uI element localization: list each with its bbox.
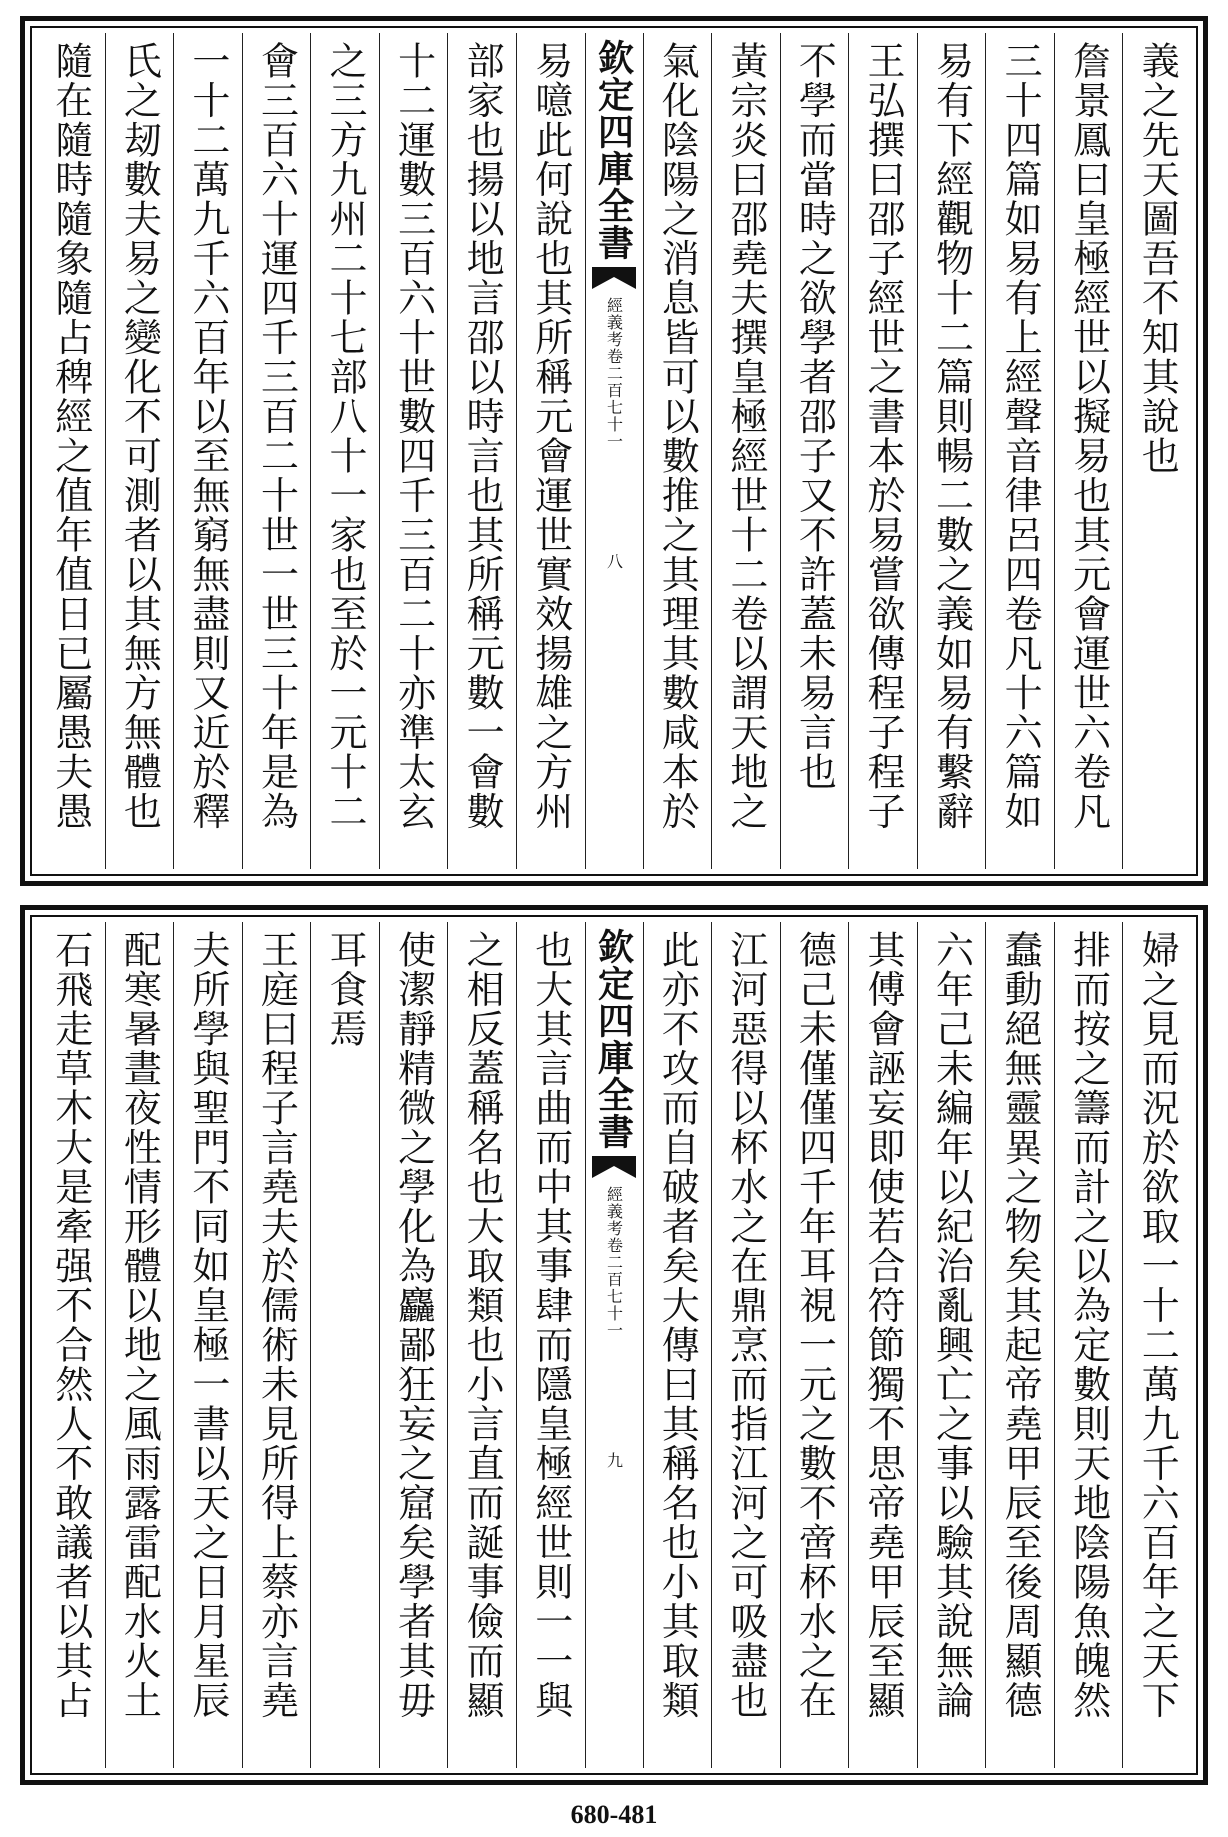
- text-column: [1122, 922, 1191, 1768]
- text-column: [985, 33, 1054, 869]
- volume-label: 卷二百七十一: [604, 348, 624, 450]
- text-column: [848, 922, 917, 1768]
- text-column: [1054, 922, 1123, 1768]
- column-text: 黃宗炎曰邵堯夫撰皇極經世十二卷以謂天地之: [723, 41, 768, 831]
- text-column: [1054, 33, 1123, 869]
- column-text: 王弘撰曰邵子經世之書本於易嘗欲傳程子程子: [860, 41, 905, 831]
- text-column: [447, 33, 516, 869]
- column-text: 排而按之籌而計之以為定數則天地陰陽魚魄然: [1066, 930, 1111, 1720]
- text-column: [173, 33, 242, 869]
- column-text: 詹景鳳曰皇極經世以擬易也其元會運世六卷凡: [1066, 41, 1111, 831]
- column-text: 此亦不攻而自破者矣大傳曰其稱名也小其取類: [655, 930, 700, 1720]
- section-title: 經義考: [604, 1186, 624, 1237]
- leaf-number: 九: [604, 1452, 624, 1468]
- column-text: 會三百六十運四千三百二十世一世三十年是為: [254, 41, 299, 831]
- column-text: 婦之見而況於欲取一十二萬九千六百年之天下: [1135, 930, 1180, 1720]
- column-text: 之三方九州二十七部八十一家也至於一元十二: [323, 41, 368, 831]
- text-column: [105, 922, 174, 1768]
- fish-tail-mark-icon: [592, 1156, 636, 1178]
- bottom-page-columns: [37, 922, 1191, 1768]
- text-column: [379, 33, 448, 869]
- column-text: 其傅會誣妄即使若合符節獨不思帝堯甲辰至顯: [860, 930, 905, 1720]
- leaf-number: 八: [604, 553, 624, 569]
- text-column: [37, 33, 105, 869]
- text-column: [310, 922, 379, 1768]
- volume-label: 卷二百七十一: [604, 1237, 624, 1339]
- text-column: [848, 33, 917, 869]
- book-title: 欽定四庫全書: [592, 39, 635, 261]
- text-column: [643, 33, 712, 869]
- book-title: 欽定四庫全書: [592, 928, 635, 1150]
- text-column: [985, 922, 1054, 1768]
- text-column: [242, 922, 311, 1768]
- column-text: 六年己未編年以紀治亂興亡之事以驗其說無論: [929, 930, 974, 1720]
- text-column: [173, 922, 242, 1768]
- column-text: 部家也揚以地言邵以時言也其所稱元數一會數: [460, 41, 505, 831]
- column-text: 也大其言曲而中其事肆而隱皇極經世則一一與: [528, 930, 573, 1720]
- column-text: 十二運數三百六十世數四千三百二十亦準太玄: [391, 41, 436, 831]
- column-text: 之相反蓋稱名也大取類也小言直而誕事儉而顯: [460, 930, 505, 1720]
- column-text: 使潔靜精微之學化為麤鄙狂妄之窟矣學者其毋: [391, 930, 436, 1720]
- column-text: 德己未僅僅四千年耳視一元之數不啻杯水之在: [792, 930, 837, 1720]
- text-column: [917, 33, 986, 869]
- center-fold-column: [585, 33, 643, 869]
- column-text: 氏之刼數夫易之變化不可測者以其無方無體也: [117, 41, 162, 831]
- column-text: 易有下經觀物十二篇則暢二數之義如易有繫辭: [929, 41, 974, 831]
- column-text: 三十四篇如易有上經聲音律呂四卷凡十六篇如: [998, 41, 1043, 831]
- column-text: 江河惡得以杯水之在鼎烹而指江河之可吸盡也: [723, 930, 768, 1720]
- text-column: [1122, 33, 1191, 869]
- column-text: 蠢動絕無靈異之物矣其起帝堯甲辰至後周顯德: [998, 930, 1043, 1720]
- text-column: [917, 922, 986, 1768]
- column-text: 夫所學與聖門不同如皇極一書以天之日月星辰: [185, 930, 230, 1720]
- text-column: [379, 922, 448, 1768]
- top-page-columns: [37, 33, 1191, 869]
- center-fold-column: [585, 922, 643, 1768]
- text-column: [447, 922, 516, 1768]
- text-column: [711, 33, 780, 869]
- top-page-frame: [20, 16, 1208, 886]
- column-text: 氣化陰陽之消息皆可以數推之其理其數咸本於: [655, 41, 700, 831]
- column-text: 一十二萬九千六百年以至無窮無盡則又近於釋: [185, 41, 230, 831]
- text-column: [711, 922, 780, 1768]
- text-column: [643, 922, 712, 1768]
- column-text: 配寒暑晝夜性情形體以地之風雨露雷配水火土: [117, 930, 162, 1720]
- text-column: [516, 33, 585, 869]
- column-text: 石飛走草木大是牽强不合然人不敢議者以其占: [48, 930, 93, 1720]
- text-column: [105, 33, 174, 869]
- column-text: 隨在隨時隨象隨占稗經之值年值日已屬愚夫愚: [48, 41, 93, 831]
- text-column: [242, 33, 311, 869]
- text-column: [37, 922, 105, 1768]
- text-column: [780, 33, 849, 869]
- column-text: 耳食焉: [323, 930, 368, 1049]
- column-text: 王庭曰程子言堯夫於儒術未見所得上蔡亦言堯: [254, 930, 299, 1720]
- text-column: [780, 922, 849, 1768]
- bottom-page-frame: [20, 905, 1208, 1785]
- column-text: 義之先天圖吾不知其說也: [1135, 41, 1180, 476]
- column-text: 不學而當時之欲學者邵子又不許蓋未易言也: [792, 41, 837, 792]
- column-text: 易噫此何說也其所稱元會運世實效揚雄之方州: [528, 41, 573, 831]
- text-column: [310, 33, 379, 869]
- page-number: 680-481: [570, 1800, 658, 1829]
- section-title: 經義考: [604, 297, 624, 348]
- text-column: [516, 922, 585, 1768]
- fish-tail-mark-icon: [592, 267, 636, 289]
